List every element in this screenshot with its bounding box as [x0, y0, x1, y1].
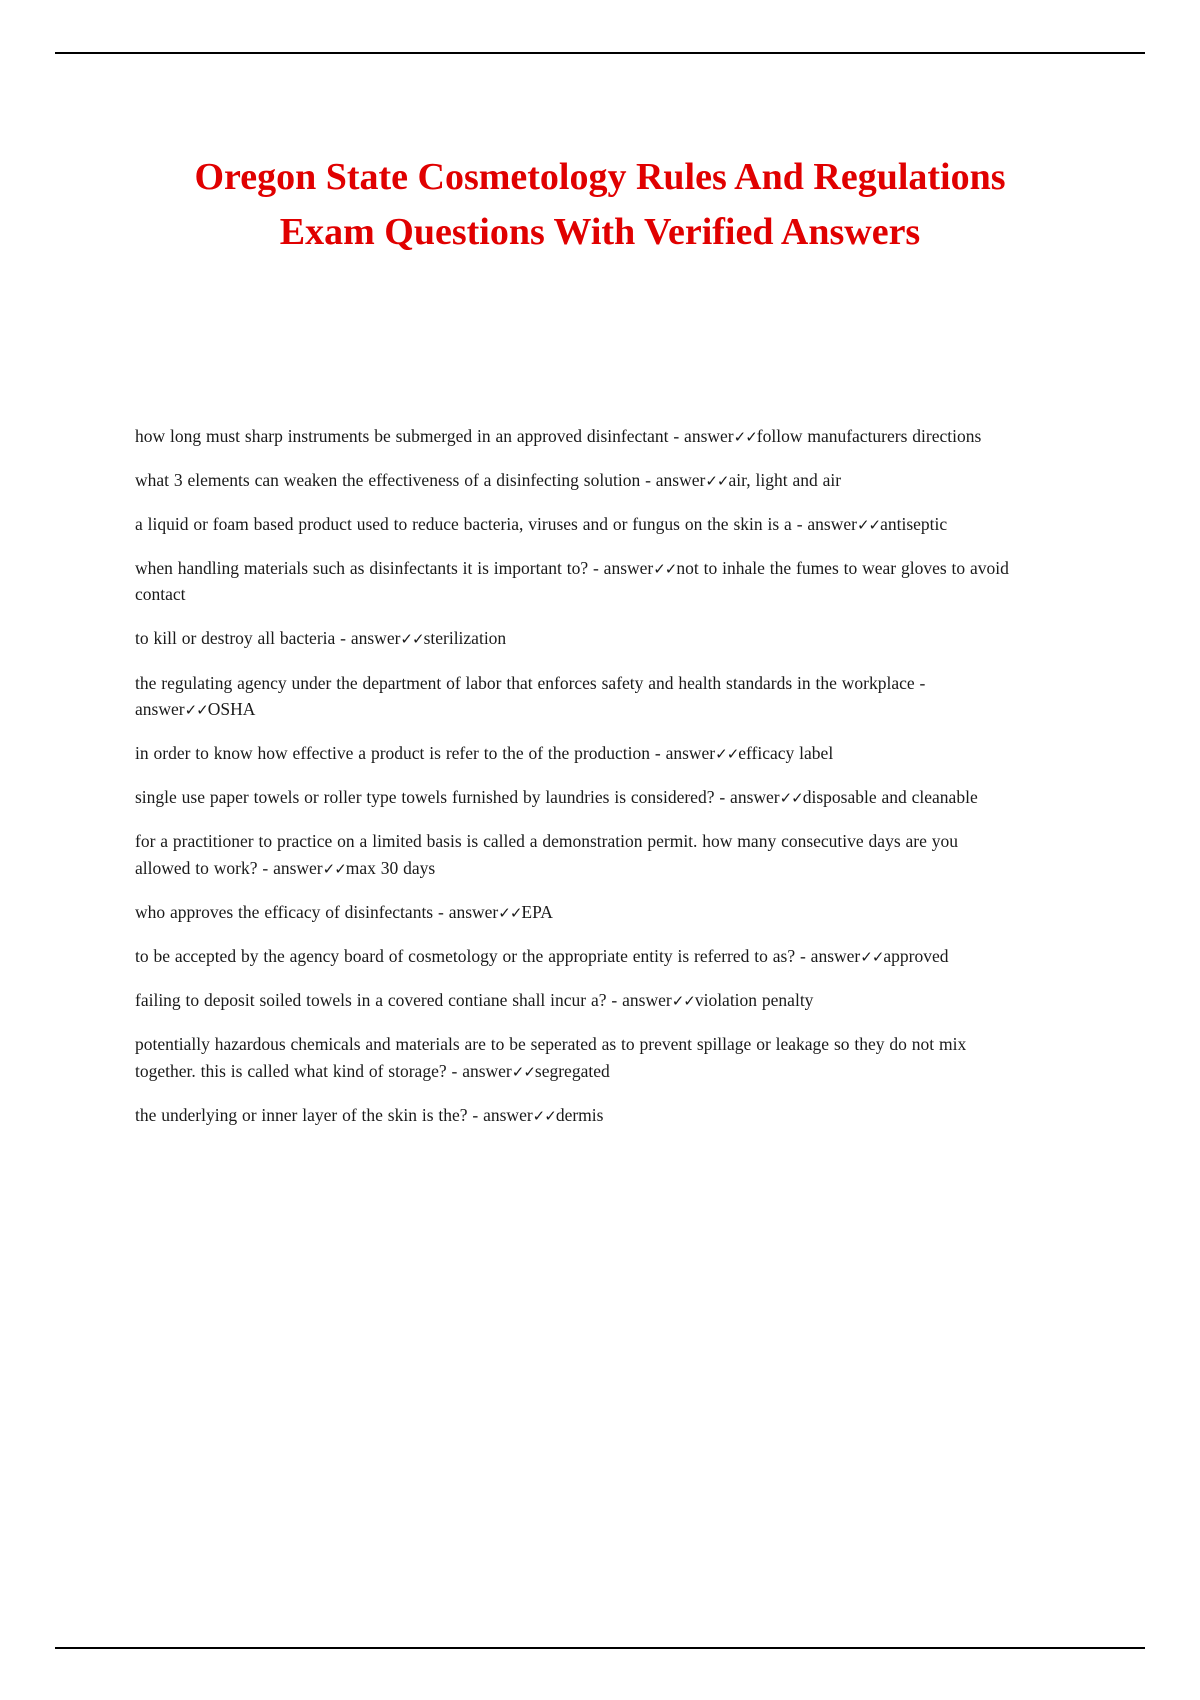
- double-check-icon: ✓✓: [779, 789, 803, 808]
- qa-separator: - answer: [791, 513, 857, 534]
- qa-question: the underlying or inner layer of the skin is the?: [135, 1105, 468, 1126]
- qa-answer: EPA: [521, 902, 553, 923]
- qa-separator: - answer: [714, 787, 780, 808]
- qa-separator: - answer: [335, 628, 401, 649]
- qa-item: [135, 467, 1010, 494]
- qa-answer: disposable and cleanable: [802, 787, 978, 808]
- qa-answer: antiseptic: [880, 513, 948, 534]
- qa-answer: efficacy label: [738, 743, 834, 764]
- double-check-icon: ✓✓: [184, 701, 208, 720]
- qa-item: [135, 1031, 1010, 1084]
- double-check-icon: ✓✓: [400, 630, 424, 649]
- qa-question: failing to deposit soiled towels in a covered contiane shall incur a?: [135, 990, 607, 1011]
- double-check-icon: ✓✓: [733, 427, 757, 446]
- qa-question: when handling materials such as disinfectants it is important to?: [135, 557, 589, 578]
- qa-separator: - answer: [433, 902, 499, 923]
- qa-question: to kill or destroy all bacteria: [135, 628, 336, 649]
- double-check-icon: ✓✓: [856, 515, 881, 534]
- qa-question: who approves the efficacy of disinfectants: [135, 902, 434, 923]
- page-title: Oregon State Cosmetology Rules And Regulations Exam Questions With Verified Answers: [194, 156, 1006, 254]
- qa-answer: approved: [883, 946, 949, 967]
- footer-divider: [55, 1647, 1145, 1649]
- qa-question: potentially hazardous chemicals and materials are to be seperated as to prevent spillage or leakage so they do not mix together. this is called what kind of storage?: [135, 1034, 967, 1081]
- qa-item: [135, 625, 1010, 652]
- header-divider: [55, 52, 1145, 54]
- qa-separator: - answer: [467, 1105, 533, 1126]
- qa-answer: max 30 days: [345, 858, 436, 879]
- qa-answer: not to inhale the fumes to wear gloves to avoid contact: [135, 557, 1009, 605]
- double-check-icon: ✓✓: [498, 904, 522, 923]
- qa-item: [135, 943, 1010, 970]
- qa-question: what 3 elements can weaken the effectiveness of a disinfecting solution: [135, 469, 641, 490]
- qa-item: [135, 511, 1010, 538]
- qa-item: [135, 784, 1010, 811]
- qa-question: the regulating agency under the department of labor that enforces safety and health standards in the workplace: [135, 672, 915, 693]
- double-check-icon: ✓✓: [322, 860, 346, 879]
- qa-question: in order to know how effective a product is refer to the of the production: [135, 743, 650, 764]
- qa-item: [135, 987, 1010, 1014]
- qa-separator: - answer: [795, 946, 861, 967]
- qa-question: a liquid or foam based product used to reduce bacteria, viruses and or fungus on the skin is a: [135, 513, 792, 534]
- qa-item: [135, 555, 1010, 608]
- qa-answer: air, light and air: [728, 469, 842, 490]
- qa-answer: dermis: [555, 1105, 604, 1126]
- qa-item: [135, 828, 1010, 881]
- qa-item: [135, 899, 1010, 926]
- qa-question: how long must sharp instruments be submerged in an approved disinfectant: [135, 425, 669, 446]
- double-check-icon: ✓✓: [511, 1063, 535, 1081]
- qa-answer: violation penalty: [694, 990, 814, 1011]
- qa-answer: sterilization: [423, 628, 507, 649]
- qa-item: [135, 670, 1010, 723]
- double-check-icon: ✓✓: [671, 992, 695, 1011]
- qa-separator: - answer: [446, 1061, 512, 1081]
- double-check-icon: ✓✓: [705, 471, 729, 490]
- double-check-icon: ✓✓: [653, 559, 677, 578]
- qa-question: for a practitioner to practice on a limited basis is called a demonstration permit. how many consecutive days are you allowed to work?: [135, 831, 958, 879]
- qa-list: [135, 405, 1010, 1146]
- qa-answer: segregated: [534, 1061, 610, 1081]
- qa-separator: - answer: [257, 858, 323, 879]
- qa-separator: - answer: [135, 672, 926, 720]
- double-check-icon: ✓✓: [860, 948, 884, 967]
- qa-separator: - answer: [668, 425, 734, 446]
- qa-answer: OSHA: [207, 699, 256, 720]
- qa-answer: follow manufacturers directions: [756, 425, 982, 446]
- qa-item: [135, 423, 1010, 450]
- qa-separator: - answer: [650, 743, 716, 764]
- qa-separator: - answer: [606, 990, 672, 1011]
- qa-separator: - answer: [640, 469, 706, 490]
- qa-item: [135, 1102, 1010, 1129]
- qa-separator: - answer: [588, 557, 654, 578]
- qa-question: to be accepted by the agency board of cosmetology or the appropriate entity is referred to as?: [135, 946, 796, 967]
- qa-item: [135, 740, 1010, 767]
- double-check-icon: ✓✓: [715, 745, 739, 764]
- double-check-icon: ✓✓: [532, 1107, 556, 1126]
- qa-question: single use paper towels or roller type towels furnished by laundries is considered?: [135, 787, 715, 808]
